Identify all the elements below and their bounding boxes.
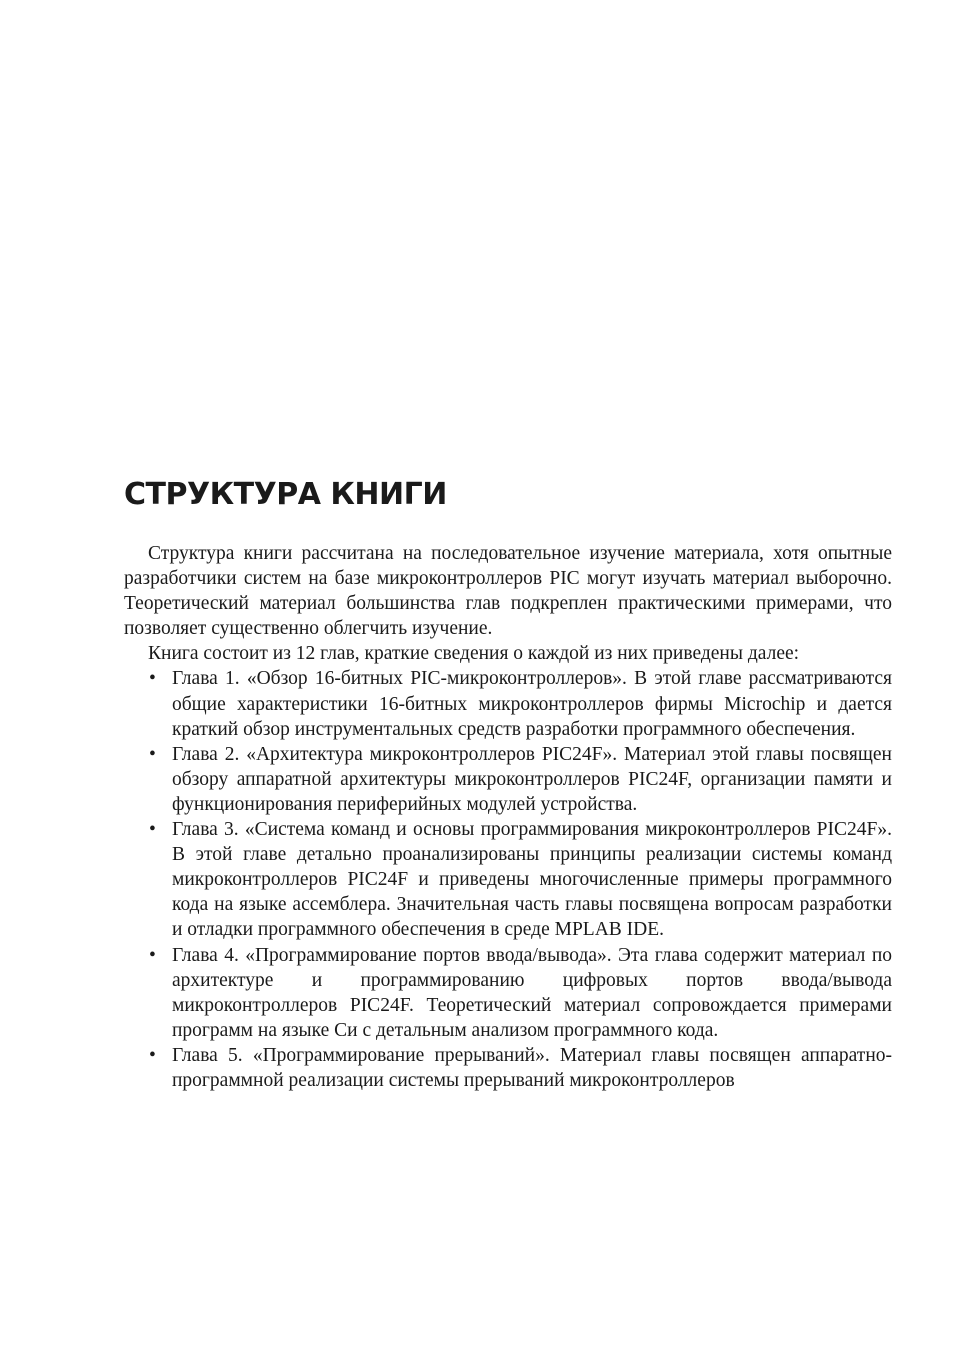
- section-heading: СТРУКТУРА КНИГИ: [124, 477, 447, 512]
- chapter-item-2: [124, 742, 892, 817]
- chapter-1-text: Глава 1. «Обзор 16-битных PIC-микроконтроллеров». В этой главе рассматриваются общие характеристики 16-битных микроконтроллеров фирмы Microchip и дается краткий обзор инструментальных средств разработки программного обеспечения.: [172, 668, 892, 740]
- chapter-2-text: Глава 2. «Архитектура микроконтроллеров PIC24F». Материал этой главы посвящен обзору аппаратной архитектуры микроконтроллеров PIC24F, организации памяти и функционирования периферийных модулей устройства.: [172, 743, 892, 815]
- intro-paragraph: Структура книги рассчитана на последовательное изучение материала, хотя опытные разработчики систем на базе микроконтроллеров PIC могут изучать материал выборочно. Теоретический материал большинства глав подкреплен практическими примерами, что позволяет существенно облегчить изучение.: [124, 543, 892, 640]
- chapter-4-text: Глава 4. «Программирование портов ввода/вывода». Эта глава содержит материал по архитектуре и программированию цифровых портов ввода/вывода микроконтроллеров PIC24F. Теоретический материал сопровождается примерами программ на языке Си с детальным анализом программного кода.: [172, 944, 892, 1041]
- chapter-item-4: [124, 943, 892, 1043]
- chapter-list: [124, 666, 892, 1093]
- chapters-intro-paragraph: Книга состоит из 12 глав, краткие сведения о каждой из них приведены далее:: [148, 643, 800, 665]
- body-text: [124, 541, 892, 1093]
- bullet-icon: •: [149, 668, 156, 690]
- bullet-icon: •: [149, 743, 156, 765]
- chapter-5-text: Глава 5. «Программирование прерываний». Материал главы посвящен аппаратно-программной реализации системы прерываний микроконтроллеров: [172, 1044, 892, 1091]
- bullet-icon: •: [149, 944, 156, 966]
- chapter-item-1: [124, 666, 892, 741]
- chapter-item-3: [124, 817, 892, 942]
- bullet-icon: •: [149, 819, 156, 841]
- chapter-3-text: Глава 3. «Система команд и основы программирования микроконтроллеров PIC24F». В этой главе детально проанализированы принципы реализации системы команд микроконтроллеров PIC24F и приведены многочисленные примеры программного кода на языке ассемблера. Значительная часть главы посвящена вопросам разработки и отладки программного обеспечения в среде MPLAB IDE.: [172, 819, 892, 941]
- chapter-item-5: [124, 1043, 892, 1093]
- bullet-icon: •: [149, 1044, 156, 1066]
